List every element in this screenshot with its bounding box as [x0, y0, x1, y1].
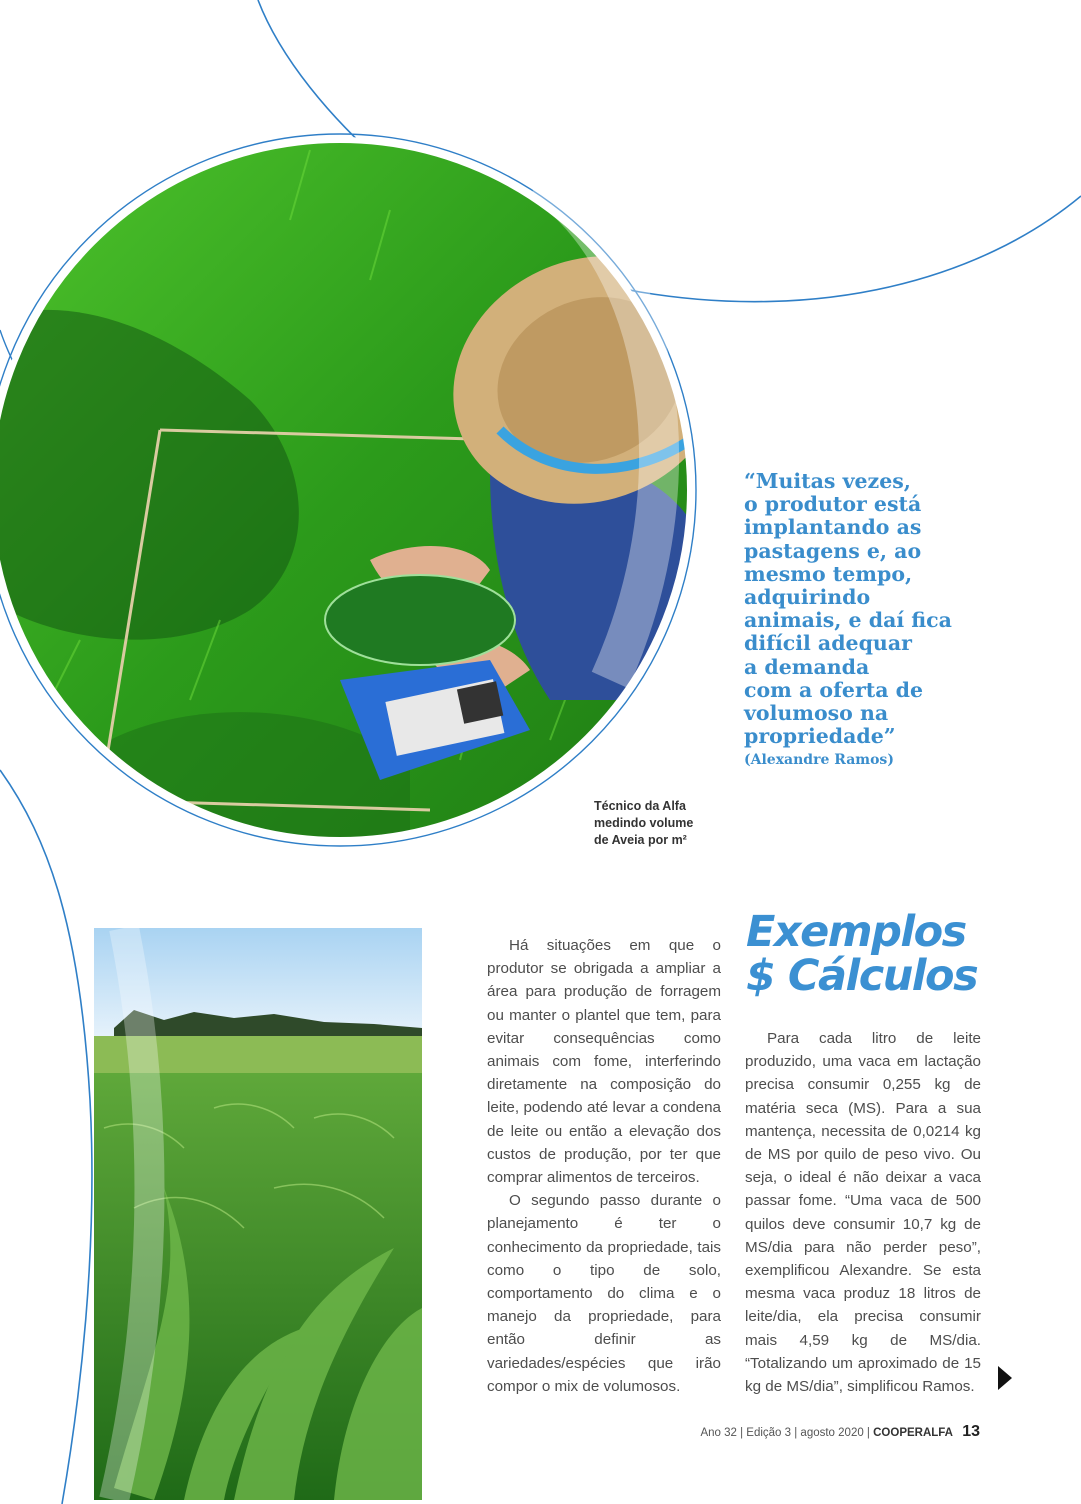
quote-author: (Alexandre Ramos) — [744, 752, 894, 768]
quote-line: a demanda — [744, 654, 870, 679]
article-paragraph: O segundo passo durante o planejamento é ter o conhecimento da propriedade, tais como o tipo de solo, comportamento do clima e o manejo da propriedade, para então definir as variedades/espécies que irão compor o mix de volumosos. — [487, 1192, 721, 1395]
heading-line: $ Cálculos — [746, 951, 978, 1001]
field-photo-circle — [0, 140, 690, 840]
quote-line: “Muitas vezes, — [744, 469, 911, 493]
article-right-column — [745, 1027, 981, 1398]
technician-photo — [0, 140, 690, 840]
caption-line: medindo volume — [594, 816, 694, 830]
corn-field-image — [94, 928, 422, 1500]
caption-line: Técnico da Alfa — [594, 799, 686, 813]
quote-line: com a oferta de — [744, 677, 924, 702]
heading-line: Exemplos — [746, 907, 966, 957]
article-paragraph: Há situações em que o produtor se obrigada a ampliar a área para produção de forragem ou manter o plantel que tem, para evitar consequências como animais com fome, interferindo diretamente na composição do leite, podendo até levar a condena de leite ou então a elevação dos custos de produção, por ter que comprar alimentos de terceiros. — [487, 937, 721, 1187]
section-heading — [746, 907, 1046, 1001]
quote-line: pastagens e, ao — [744, 538, 922, 563]
article-paragraph: Para cada litro de leite produzido, uma vaca em lactação precisa consumir 0,255 kg de matéria seca (MS). Para a sua mantença, necessita de 0,0214 kg de MS por quilo de peso vivo. Ou seja, o ideal é não deixar a vaca passar fome. “Uma vaca de 500 quilos deve consumir 10,7 kg de MS/dia para não perder peso”, exemplificou Alexandre. Se esta mesma vaca produz 18 litros de leite/dia, ela precisa consumir mais 4,59 kg de MS/dia. “Totalizando um aproximado de 15 kg de MS/dia”, simplificou Ramos. — [745, 1030, 981, 1396]
footer-info: Ano 32 | Edição 3 | agosto 2020 | — [700, 1427, 870, 1439]
quote-line: difícil adequar — [744, 631, 912, 656]
page-number: 13 — [962, 1423, 980, 1440]
quote-line: implantando as — [744, 515, 922, 540]
quote-line: mesmo tempo, — [744, 561, 913, 586]
corn-field-photo — [94, 928, 422, 1500]
quote-line: adquirindo — [744, 585, 871, 610]
article-left-column — [487, 934, 721, 1398]
caption-line: de Aveia por m² — [594, 833, 687, 847]
quote-line: propriedade” — [744, 724, 896, 749]
next-page-arrow-icon[interactable] — [998, 1366, 1012, 1390]
photo-caption — [594, 798, 734, 849]
pull-quote — [744, 470, 964, 748]
quote-line: animais, e daí fica — [744, 608, 952, 633]
quote-line: volumoso na — [744, 701, 889, 726]
footer-brand: COOPERALFA — [873, 1427, 953, 1439]
quote-line: o produtor está — [744, 492, 922, 517]
page-footer — [700, 1424, 980, 1441]
